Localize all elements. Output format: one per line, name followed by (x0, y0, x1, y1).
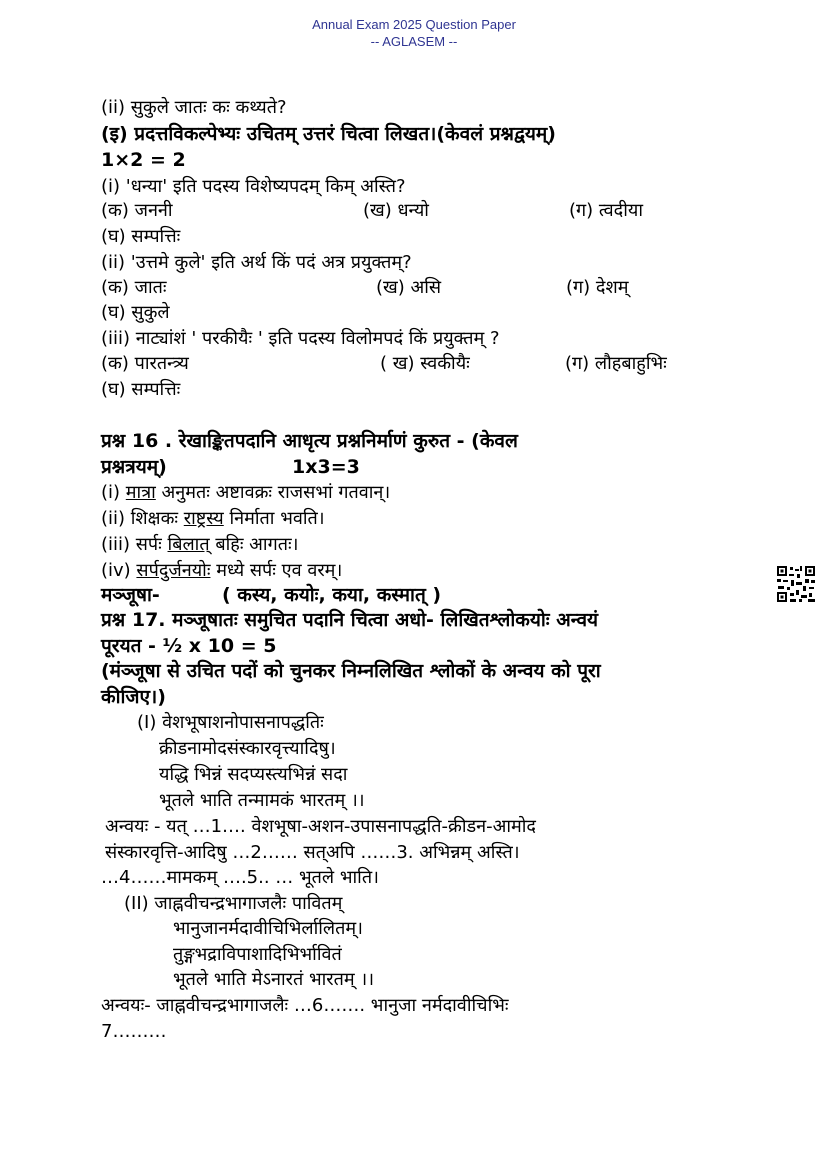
underlined-word: मात्रा (125, 482, 156, 503)
exam-source: -- AGLASEM -- (370, 34, 458, 49)
q15-ii-question: (ii) सुकुले जातः कः कथ्यते? (101, 97, 287, 118)
shloka-1-line-2: क्रीडनामोदसंस्कारवृत्त्यादिषु। (159, 738, 336, 759)
q16-marks: 1x3=3 (292, 456, 360, 478)
q16-manjusha-words: ( कस्य, कयोः, कया, कस्मात् ) (222, 584, 442, 606)
q15-sub2-question: (ii) 'उत्तमे कुले' इति अर्थ किं पदं अत्र प्रयुक्तम्? (101, 252, 412, 273)
q17-heading: प्रश्न 17. मञ्जूषातः समुचित पदानि चित्वा अधो- लिखितश्लोकयोः अन्वयं (101, 609, 599, 631)
q16-manjusha-label: मञ्जूषा- (101, 584, 160, 606)
shloka-2-line-2: भानुजानर्मदावीचिभिर्लालितम्। (173, 918, 363, 939)
underlined-word: सर्पदुर्जनयोः (136, 560, 211, 581)
q15-sub3-option-d: (घ) सम्पत्तिः (101, 379, 181, 400)
q15-sub3-question: (iii) नाट्यांशं ' परकीयैः ' इति पदस्य विलोमपदं किं प्रयुक्तम् ? (101, 328, 500, 349)
q16-item-2: (ii) शिक्षकः राष्ट्रस्य निर्माता भवति। (101, 508, 325, 529)
q15-sub1-question: (i) 'धन्या' इति पदस्य विशेष्यपदम् किम् अस्ति? (101, 176, 406, 197)
exam-title: Annual Exam 2025 Question Paper (312, 17, 516, 32)
anvaya-2-line-2: 7……… (101, 1021, 167, 1042)
q15-sub2-option-d: (घ) सुकुले (101, 302, 170, 323)
q17-heading-cont: पूरयत - ½ x 10 = 5 (101, 635, 277, 657)
q15-heading: (इ) प्रदत्तविकल्पेभ्यः उचितम् उत्तरं चित्वा लिखत।(केवलं प्रश्नद्वयम्) (101, 123, 556, 145)
anvaya-1-line-1: अन्वयः - यत् …1…. वेशभूषा-अशन-उपासनापद्धति-क्रीडन-आमोद (105, 816, 536, 837)
q17-hindi-instruction: (मंञ्जूषा से उचित पदों को चुनकर निम्नलिखित श्लोकों के अन्वय को पूरा (101, 660, 601, 682)
qr-code-icon (776, 565, 816, 603)
shloka-1-line-4: भूतले भाति तन्मामकं भारतम् ।। (159, 790, 365, 811)
q15-sub1-option-d: (घ) सम्पत्तिः (101, 226, 181, 247)
q16-item-3: (iii) सर्पः बिलात् बहिः आगतः। (101, 534, 299, 555)
q15-sub2-option-b: (ख) असि (376, 277, 442, 298)
shloka-2-line-1: (II) जाह्नवीचन्द्रभागाजलैः पावितम् (124, 893, 343, 914)
q15-sub3-option-c: (ग) लौहबाहुभिः (565, 353, 667, 374)
underlined-word: बिलात् (167, 534, 210, 555)
q15-sub2-option-c: (ग) देशम् (566, 277, 629, 298)
q15-sub1-option-a: (क) जननी (101, 200, 173, 221)
q17-hindi-instruction-cont: कीजिए।) (101, 686, 166, 708)
underlined-word: राष्ट्रस्य (183, 508, 224, 529)
q15-sub1-option-c: (ग) त्वदीया (569, 200, 644, 221)
q15-sub3-option-b: ( ख) स्वकीयैः (380, 353, 470, 374)
anvaya-1-line-3: …4……मामकम् ….5.. … भूतले भाति। (101, 867, 379, 888)
shloka-2-line-4: भूतले भाति मेऽनारतं भारतम् ।। (173, 969, 375, 990)
q16-heading-cont: प्रश्नत्रयम्) (101, 456, 167, 478)
q16-item-4: (iv) सर्पदुर्जनयोः मध्ये सर्पः एव वरम्। (101, 560, 343, 581)
q16-heading: प्रश्न 16 . रेखाङ्कितपदानि आधृत्य प्रश्ननिर्माणं कुरुत - (केवल (101, 430, 518, 452)
shloka-2-line-3: तुङ्गभद्राविपाशादिभिर्भावितं (173, 944, 342, 965)
shloka-1-line-3: यद्धि भिन्नं सदप्यस्त्यभिन्नं सदा (159, 764, 348, 785)
shloka-1-line-1: (I) वेशभूषाशनोपासनापद्धतिः (137, 712, 324, 733)
anvaya-2-line-1: अन्वयः- जाह्नवीचन्द्रभागाजलैः …6……. भानुजा नर्मदावीचिभिः (101, 995, 509, 1016)
q16-item-1: (i) मात्रा अनुमतः अष्टावक्रः राजसभां गतवान्। (101, 482, 391, 503)
q15-sub2-option-a: (क) जातः (101, 277, 167, 298)
q15-sub3-option-a: (क) पारतन्त्र्य (101, 353, 189, 374)
anvaya-1-line-2: संस्कारवृत्ति-आदिषु …2…… सत्अपि ……3. अभिन्नम् अस्ति। (105, 842, 520, 863)
q15-sub1-option-b: (ख) धन्यो (363, 200, 429, 221)
q15-marks: 1×2 = 2 (101, 149, 186, 171)
